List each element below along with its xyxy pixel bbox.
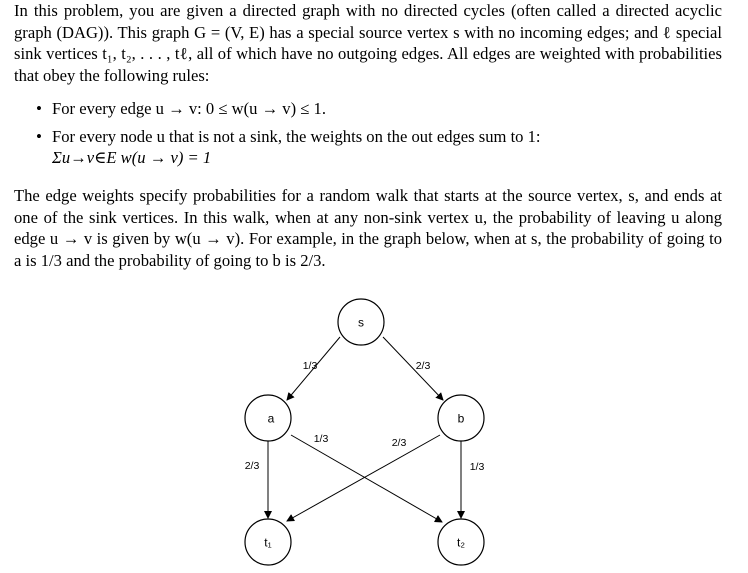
node-b	[438, 395, 484, 441]
node-a-label: a	[267, 411, 275, 426]
intro-paragraph: In this problem, you are given a directed graph with no directed cycles (often called a directed acyclic graph (DAG)). This graph G = (V, E) has a special source vertex s with no incoming edges; and ℓ special sink vertices t₁, t₂, . . . , tℓ, all of which have no outgoing edges. All edges are weighted with probabilities that obey the following rules:	[14, 1, 722, 86]
node-t1	[245, 519, 291, 565]
rule-item-1: • For every edge u → v: 0 ≤ w(u → v) ≤ 1.	[36, 98, 726, 120]
sum-formula: Σu→v∈E w(u → v) = 1	[52, 148, 212, 168]
dag-diagram	[0, 280, 748, 573]
edge-label-s-b: 2/3	[415, 360, 431, 372]
edge-label-a-t2: 1/3	[313, 433, 329, 445]
edge-label-a-t1: 2/3	[244, 460, 260, 472]
node-a	[245, 395, 291, 441]
edge-a-t2	[291, 435, 442, 522]
node-b-label: b	[457, 411, 465, 426]
rule-item-2-text: For every node u that is not a sink, the weights on the out edges sum to 1:	[52, 126, 541, 146]
walk-paragraph: The edge weights specify probabilities for a random walk that starts at the source vertex, s, and ends at one of the sink vertices. In this walk, when at any non-sink vertex u, the probability of leaving u along edge u → v is given by w(u → v). For example, in the graph below, when at s, the probability of going to a is 1/3 and the probability of going to b is 2/3.	[14, 186, 722, 271]
edge-label-b-t1: 2/3	[391, 437, 407, 449]
node-t1-label: t₁	[264, 535, 272, 550]
edge-label-s-a: 1/3	[302, 360, 318, 372]
node-s	[338, 299, 384, 345]
node-t2	[438, 519, 484, 565]
node-t2-label: t₂	[457, 535, 465, 550]
rules-list	[36, 98, 726, 175]
rule-item-2	[36, 126, 726, 169]
edge-s-b	[383, 337, 443, 400]
edge-label-b-t2: 1/3	[469, 461, 485, 473]
node-s-label: s	[358, 315, 364, 330]
